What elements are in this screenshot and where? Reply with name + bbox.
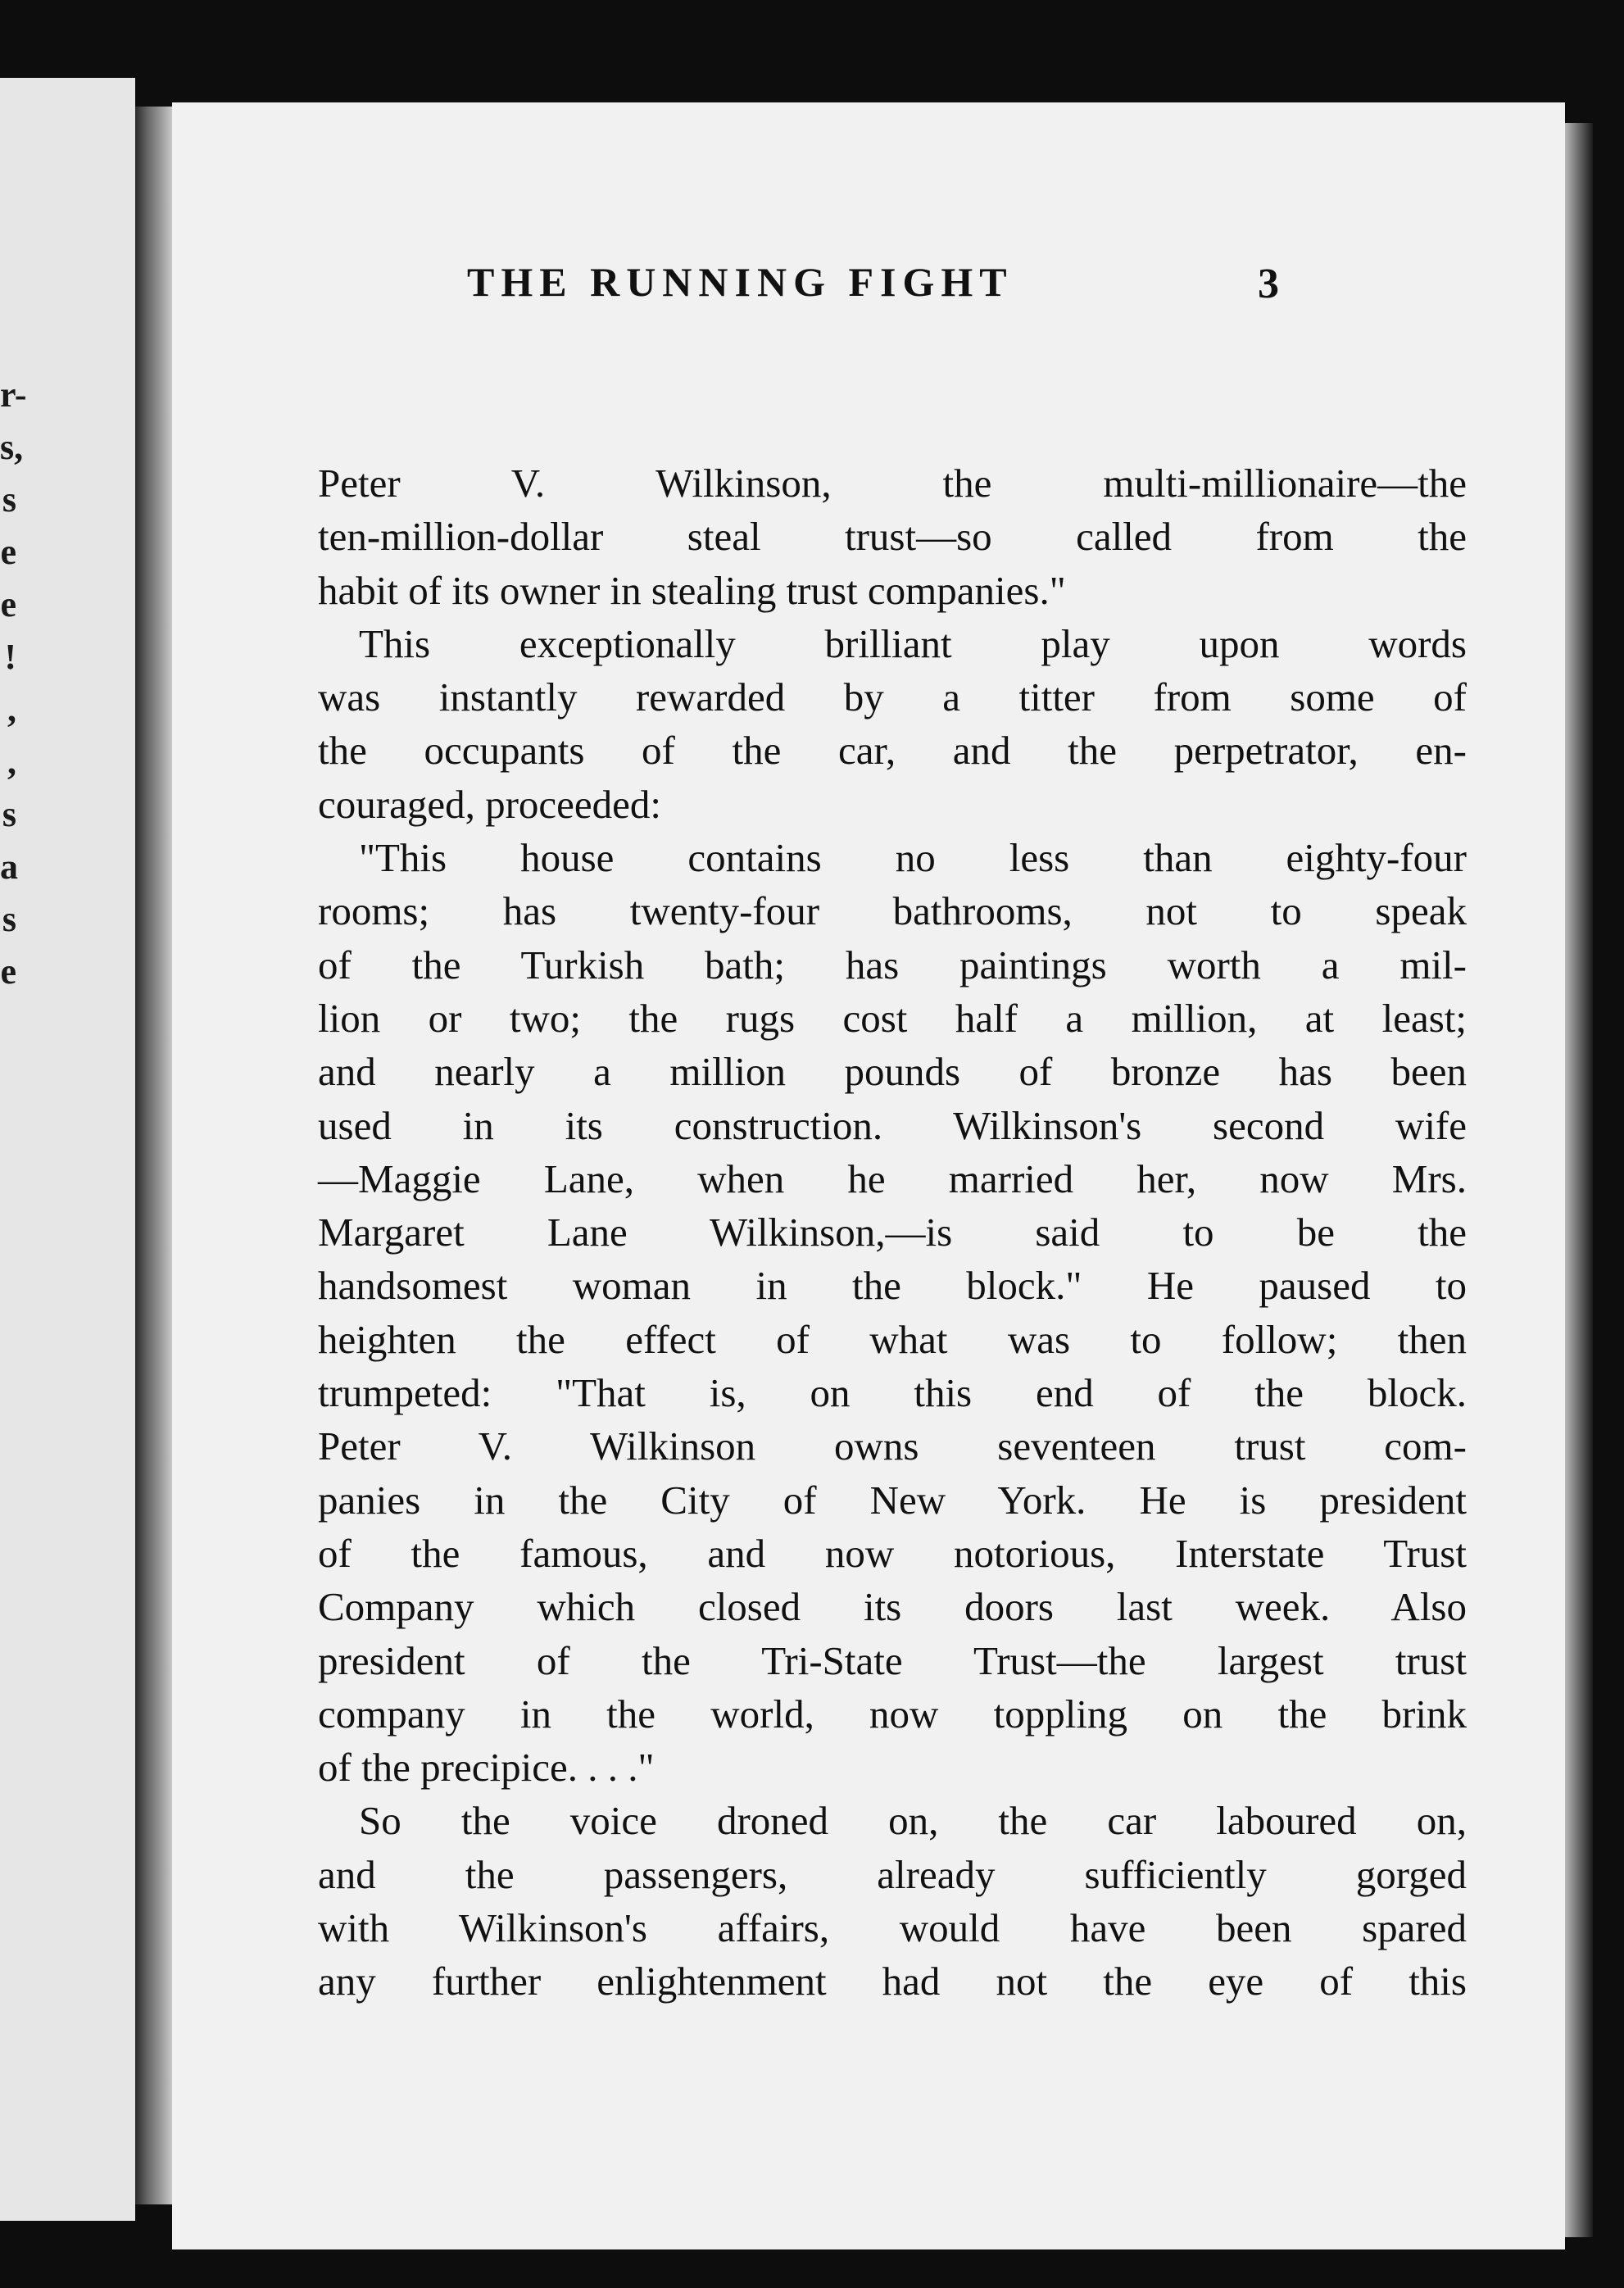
text-line: and nearly a million pounds of bronze has been bbox=[318, 1049, 1467, 1095]
margin-char: s bbox=[2, 479, 16, 520]
text-line: trumpeted: "That is, on this end of the block. bbox=[318, 1370, 1467, 1416]
text-line: Peter V. Wilkinson owns seventeen trust com- bbox=[318, 1423, 1467, 1469]
body-text bbox=[318, 456, 1467, 2009]
text-line: rooms; has twenty-four bathrooms, not to speak bbox=[318, 888, 1467, 934]
text-line: Peter V. Wilkinson, the multi-millionaire—the bbox=[318, 461, 1467, 506]
running-head: THE RUNNING FIGHT bbox=[467, 259, 1014, 305]
text-line: of the famous, and now notorious, Interstate Trust bbox=[318, 1530, 1467, 1576]
text-line: So the voice droned on, the car laboured on, bbox=[359, 1798, 1467, 1844]
margin-char: e bbox=[0, 532, 16, 572]
page-number: 3 bbox=[1258, 261, 1279, 307]
text-line: and the passengers, already sufficiently gorged bbox=[318, 1851, 1467, 1897]
margin-char: , bbox=[7, 742, 16, 782]
margin-char: r- bbox=[0, 375, 27, 415]
text-line: This exceptionally brilliant play upon words bbox=[359, 620, 1467, 666]
text-line: heighten the effect of what was to follow; then bbox=[318, 1316, 1467, 1362]
text-line: habit of its owner in stealing trust companies." bbox=[318, 567, 1066, 613]
text-line: —Maggie Lane, when he married her, now Mrs. bbox=[318, 1155, 1467, 1201]
text-line: handsomest woman in the block." He paused to bbox=[318, 1263, 1467, 1309]
text-line: president of the Tri-State Trust—the largest trust bbox=[318, 1637, 1467, 1683]
margin-char: e bbox=[0, 951, 16, 992]
text-line: company in the world, now toppling on the brink bbox=[318, 1691, 1467, 1736]
text-line: "This house contains no less than eighty-four bbox=[359, 835, 1467, 881]
text-line: with Wilkinson's affairs, would have been spared bbox=[318, 1905, 1467, 1951]
margin-char: , bbox=[7, 689, 16, 729]
margin-char: s bbox=[2, 794, 16, 834]
text-line: Margaret Lane Wilkinson,—is said to be the bbox=[318, 1210, 1467, 1255]
text-line: ten-million-dollar steal trust—so called from the bbox=[318, 514, 1467, 560]
page-header bbox=[172, 258, 1565, 324]
text-line: the occupants of the car, and the perpetrator, en- bbox=[318, 728, 1467, 774]
text-line: couraged, proceeded: bbox=[318, 781, 661, 827]
page-edge bbox=[1565, 123, 1593, 2237]
text-line: any further enlightenment had not the eye of this bbox=[318, 1959, 1467, 2004]
margin-char: e bbox=[0, 584, 16, 624]
right-page bbox=[172, 102, 1565, 2249]
text-line: lion or two; the rugs cost half a million, at least; bbox=[318, 995, 1467, 1041]
margin-char: a bbox=[0, 847, 18, 887]
margin-char: ! bbox=[4, 637, 16, 677]
book-gutter bbox=[135, 107, 172, 2204]
text-line: of the Turkish bath; has paintings worth a mil- bbox=[318, 942, 1467, 987]
margin-char: s, bbox=[0, 427, 24, 467]
left-page-margin-text bbox=[0, 369, 27, 998]
text-line: was instantly rewarded by a titter from some of bbox=[318, 674, 1467, 720]
text-line: panies in the City of New York. He is president bbox=[318, 1477, 1467, 1523]
text-line: Company which closed its doors last week. Also bbox=[318, 1584, 1467, 1630]
margin-char: s bbox=[2, 899, 16, 939]
text-line: of the precipice. . . ." bbox=[318, 1745, 655, 1791]
left-page-fragment bbox=[0, 78, 135, 2221]
text-line: used in its construction. Wilkinson's second wife bbox=[318, 1102, 1467, 1148]
